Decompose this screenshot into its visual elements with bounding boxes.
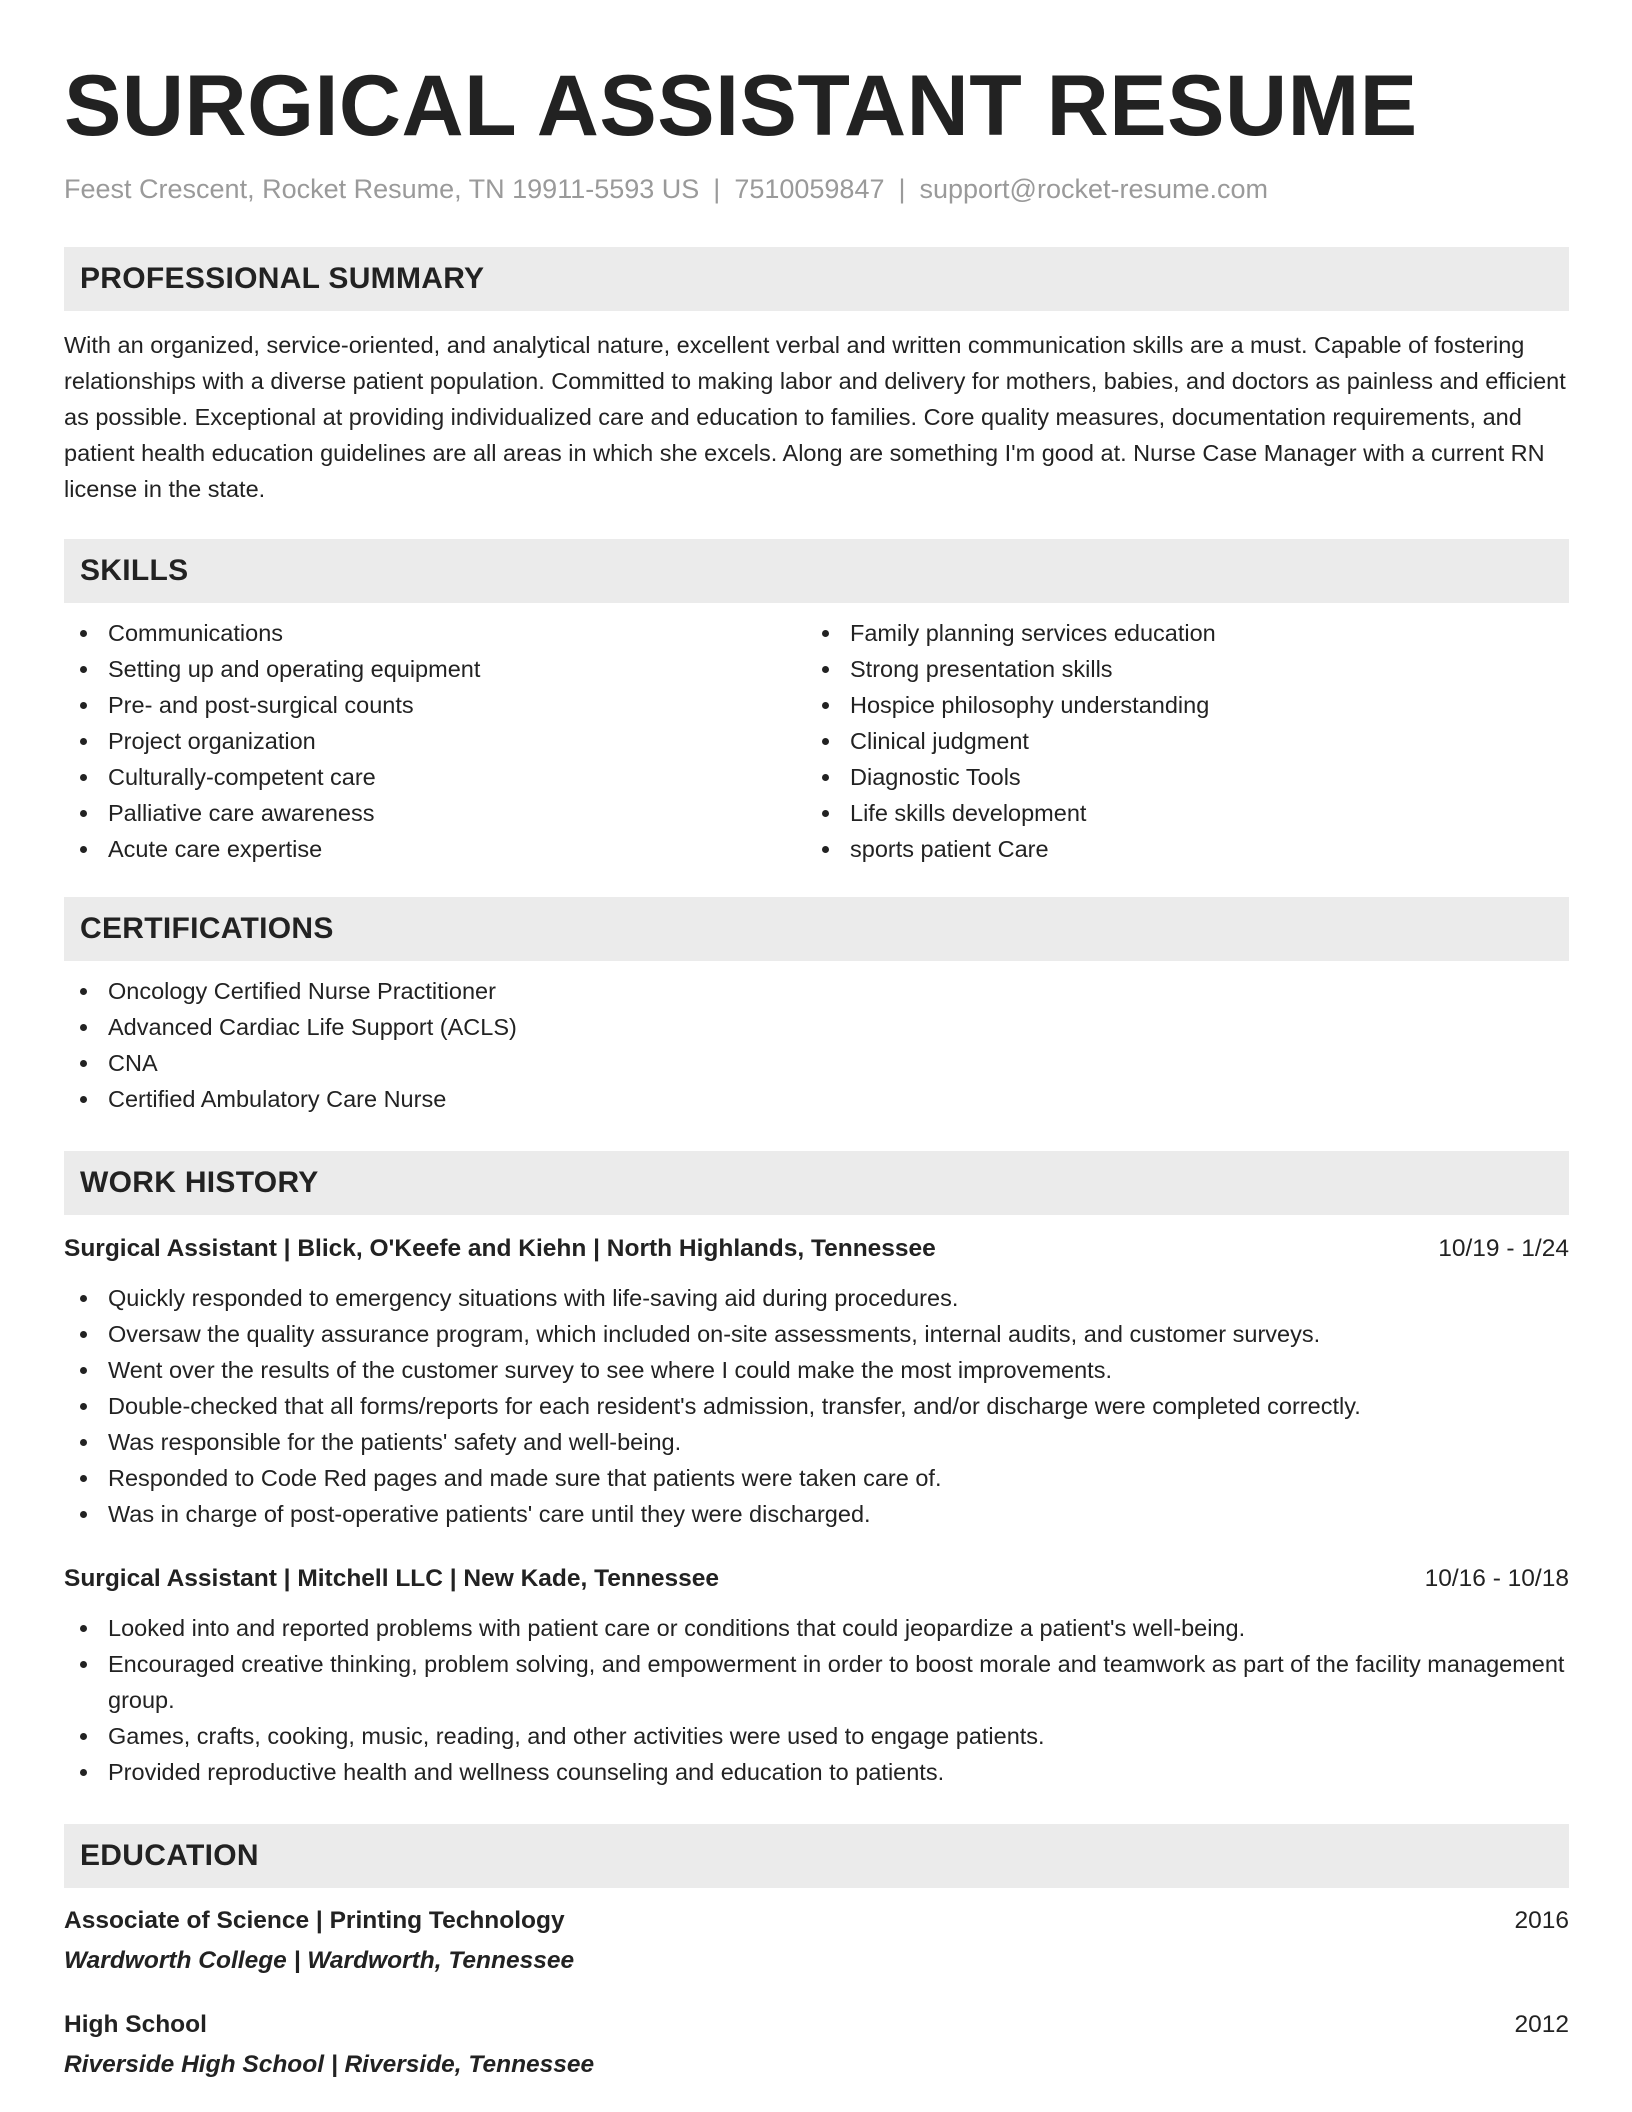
section-heading-education: EDUCATION	[64, 1824, 1569, 1888]
education-header	[64, 1904, 1569, 1938]
list-item: sports patient Care	[806, 831, 1548, 867]
contact-separator: |	[713, 174, 721, 204]
job-header	[64, 1562, 1569, 1596]
job-dates: 10/16 - 10/18	[1424, 1565, 1569, 1592]
skills-list	[64, 615, 1569, 867]
list-item: Setting up and operating equipment	[64, 651, 806, 687]
list-item: Palliative care awareness	[64, 795, 806, 831]
list-item: Responded to Code Red pages and made sure that patients were taken care of.	[64, 1460, 1569, 1496]
section-heading-skills: SKILLS	[64, 539, 1569, 603]
skills-column-left	[64, 615, 806, 867]
education-school: Riverside High School | Riverside, Tennessee	[64, 2051, 595, 2078]
job-bullets	[64, 1280, 1569, 1532]
education-header	[64, 2008, 1569, 2042]
list-item: Hospice philosophy understanding	[806, 687, 1548, 723]
list-item: Looked into and reported problems with patient care or conditions that could jeopardize a patient's well-being.	[64, 1610, 1569, 1646]
contact-email[interactable]: support@rocket-resume.com	[919, 174, 1269, 204]
contact-line	[64, 172, 1569, 206]
list-item: Diagnostic Tools	[806, 759, 1548, 795]
list-item: CNA	[64, 1045, 1569, 1081]
list-item: Double-checked that all forms/reports for each resident's admission, transfer, and/or discharge were completed correctly.	[64, 1388, 1569, 1424]
education-school: Wardworth College | Wardworth, Tennessee	[64, 1947, 575, 1974]
list-item: Clinical judgment	[806, 723, 1548, 759]
job-header	[64, 1232, 1569, 1266]
list-item: Life skills development	[806, 795, 1548, 831]
job-dates: 10/19 - 1/24	[1438, 1235, 1569, 1262]
certifications-list	[64, 973, 1569, 1117]
section-heading-work-history: WORK HISTORY	[64, 1151, 1569, 1215]
contact-address: Feest Crescent, Rocket Resume, TN 19911-5593 US	[64, 174, 700, 204]
list-item: Was in charge of post-operative patients' care until they were discharged.	[64, 1496, 1569, 1532]
list-item: Communications	[64, 615, 806, 651]
education-year: 2016	[1514, 1907, 1569, 1934]
list-item: Acute care expertise	[64, 831, 806, 867]
list-item: Strong presentation skills	[806, 651, 1548, 687]
list-item: Games, crafts, cooking, music, reading, and other activities were used to engage patients.	[64, 1718, 1569, 1754]
section-heading-certifications: CERTIFICATIONS	[64, 897, 1569, 961]
education-degree: Associate of Science | Printing Technology	[64, 1907, 565, 1934]
job-title: Surgical Assistant | Mitchell LLC | New Kade, Tennessee	[64, 1565, 719, 1592]
list-item: Was responsible for the patients' safety and well-being.	[64, 1424, 1569, 1460]
contact-phone: 7510059847	[734, 174, 885, 204]
job-bullets	[64, 1610, 1569, 1790]
summary-text: With an organized, service-oriented, and analytical nature, excellent verbal and written communication skills are a must. Capable of fostering relationships with a diverse patient population. Committed to making labor and delivery for mothers, babies, and doctors as painless and efficient as possible. Exceptional at providing individualized care and education to families. Core quality measures, documentation requirements, and patient health education guidelines are all areas in which she excels. Along are something I'm good at. Nurse Case Manager with a current RN license in the state.	[64, 332, 1566, 502]
list-item: Provided reproductive health and wellness counseling and education to patients.	[64, 1754, 1569, 1790]
list-item: Encouraged creative thinking, problem solving, and empowerment in order to boost morale and teamwork as part of the facility management group.	[64, 1646, 1569, 1718]
list-item: Advanced Cardiac Life Support (ACLS)	[64, 1009, 1569, 1045]
job-title: Surgical Assistant | Blick, O'Keefe and Kiehn | North Highlands, Tennessee	[64, 1235, 936, 1262]
resume-title: SURGICAL ASSISTANT RESUME	[64, 58, 1418, 154]
list-item: Pre- and post-surgical counts	[64, 687, 806, 723]
list-item: Oversaw the quality assurance program, which included on-site assessments, internal audits, and customer surveys.	[64, 1316, 1569, 1352]
list-item: Oncology Certified Nurse Practitioner	[64, 973, 1569, 1009]
education-degree: High School	[64, 2011, 207, 2038]
list-item: Family planning services education	[806, 615, 1548, 651]
list-item: Culturally-competent care	[64, 759, 806, 795]
list-item: Quickly responded to emergency situations with life-saving aid during procedures.	[64, 1280, 1569, 1316]
list-item: Certified Ambulatory Care Nurse	[64, 1081, 1569, 1117]
education-year: 2012	[1514, 2011, 1569, 2038]
list-item: Project organization	[64, 723, 806, 759]
section-heading-summary: PROFESSIONAL SUMMARY	[64, 247, 1569, 311]
list-item: Went over the results of the customer survey to see where I could make the most improvements.	[64, 1352, 1569, 1388]
skills-column-right	[806, 615, 1548, 867]
contact-separator: |	[898, 174, 906, 204]
